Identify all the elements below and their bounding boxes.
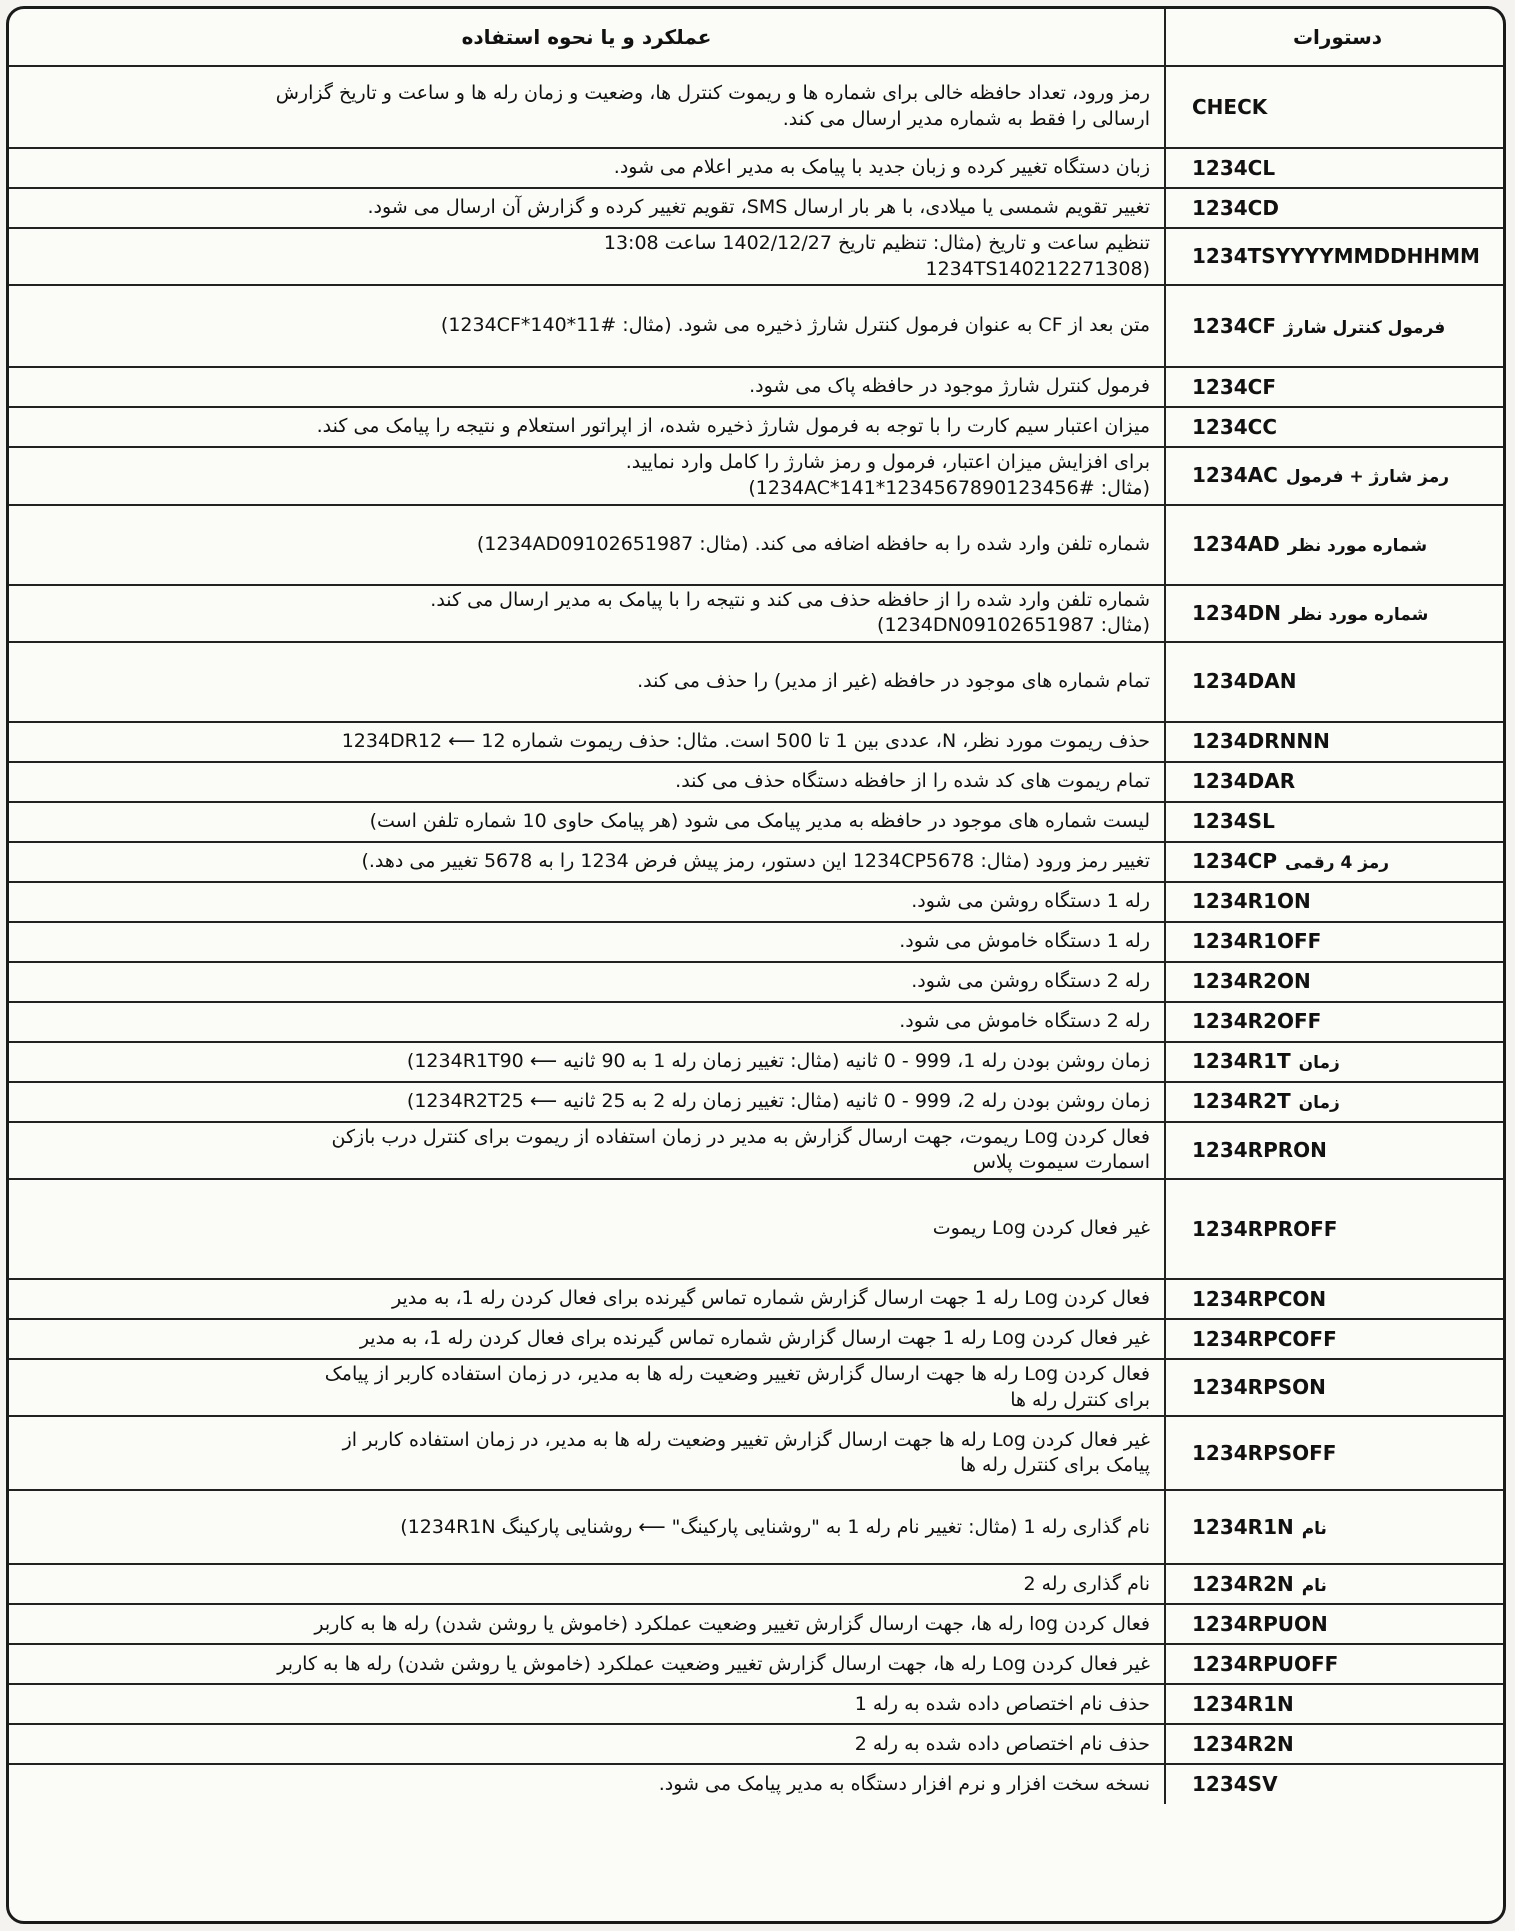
header-description: عملکرد و یا نحوه استفاده (9, 9, 1165, 66)
description-line: تغییر تقویم شمسی یا میلادی، با هر بار ارسال SMS، تقویم تغییر کرده و گزارش آن ارسال می شود. (367, 196, 1150, 219)
row-description (9, 882, 1165, 922)
command-parameter: زمان (1298, 1053, 1340, 1074)
description-line: برای افزایش میزان اعتبار، فرمول و رمز شارژ را کامل وارد نمایید. (625, 451, 1150, 474)
row-description (9, 1042, 1165, 1082)
row-description (9, 1416, 1165, 1490)
row-description (9, 285, 1165, 367)
row-command (1165, 1042, 1506, 1082)
row-description (9, 1319, 1165, 1359)
description-line: غیر فعال کردن Log رله ها، جهت ارسال گزارش تغییر وضعیت عملکرد (خاموش یا روشن شدن) رله ها به کاربر (277, 1652, 1150, 1675)
row-description (9, 505, 1165, 585)
table-row (9, 1279, 1506, 1319)
table-row (9, 962, 1506, 1002)
table-row (9, 1724, 1506, 1764)
description-line: فعال کردن Log رله ها جهت ارسال گزارش تغییر وضعیت رله ها به مدیر، در زمان استفاده کاربر از پیامک (324, 1363, 1150, 1386)
description-line: شماره تلفن وارد شده را به حافظه اضافه می کند. (مثال: 1234AD09102651987) (476, 532, 1150, 555)
row-command (1165, 1319, 1506, 1359)
row-command (1165, 285, 1506, 367)
command-code: 1234RPCOFF (1192, 1326, 1337, 1351)
row-description (9, 1764, 1165, 1804)
command-code: 1234R2OFF (1192, 1009, 1322, 1034)
row-command (1165, 1564, 1506, 1604)
row-command (1165, 1359, 1506, 1416)
description-line: نام گذاری رله 2 (1023, 1572, 1150, 1595)
table-row (9, 882, 1506, 922)
row-command (1165, 642, 1506, 722)
command-code: 1234AC (1192, 463, 1278, 488)
description-line: ارسالی را فقط به شماره مدیر ارسال می کند. (782, 108, 1150, 130)
row-command (1165, 585, 1506, 642)
command-code: 1234RPUON (1192, 1611, 1328, 1636)
table-row (9, 1644, 1506, 1684)
description-line: میزان اعتبار سیم کارت را با توجه به فرمول شارژ ذخیره شده، از اپراتور استعلام و نتیجه را پیامک می کند. (316, 415, 1150, 438)
command-parameter: زمان (1298, 1093, 1340, 1114)
command-parameter: نام (1301, 1518, 1327, 1539)
row-description (9, 1279, 1165, 1319)
table-row (9, 447, 1506, 504)
description-line: غیر فعال کردن Log رله ها جهت ارسال گزارش تغییر وضعیت رله ها به مدیر، در زمان استفاده کاربر از (342, 1428, 1150, 1451)
command-code: 1234RPSON (1192, 1375, 1326, 1400)
row-description (9, 1002, 1165, 1042)
row-command (1165, 1684, 1506, 1724)
command-code: 1234R1ON (1192, 889, 1311, 914)
description-line: تغییر رمز ورود (مثال: 1234CP5678 این دستور، رمز پیش فرض 1234 را به 5678 تغییر می دهد.) (361, 850, 1150, 873)
table-row (9, 762, 1506, 802)
command-code: 1234SV (1192, 1772, 1278, 1797)
description-line: نسخه سخت افزار و نرم افزار دستگاه به مدیر پیامک می شود. (658, 1773, 1150, 1796)
description-line: رمز ورود، تعداد حافظه خالی برای شماره ها و ریموت کنترل ها، وضعیت و زمان رله ها و ساعت و تاریخ گزارش (275, 82, 1150, 105)
command-code: 1234RPROFF (1192, 1216, 1338, 1241)
row-description (9, 1179, 1165, 1279)
table-row (9, 1082, 1506, 1122)
row-command (1165, 505, 1506, 585)
header-commands: دستورات (1165, 9, 1506, 66)
row-command (1165, 66, 1506, 148)
description-line: تمام ریموت های کد شده را از حافظه دستگاه حذف می کند. (675, 770, 1150, 793)
row-command (1165, 407, 1506, 447)
command-parameter: رمز شارژ + فرمول (1285, 467, 1450, 488)
row-command (1165, 962, 1506, 1002)
command-code: 1234DRNNN (1192, 729, 1330, 754)
table-row (9, 922, 1506, 962)
command-code: 1234R2ON (1192, 969, 1311, 994)
command-code: 1234R1OFF (1192, 929, 1322, 954)
description-line: غیر فعال کردن Log ریموت (932, 1217, 1150, 1240)
row-description (9, 148, 1165, 188)
row-description (9, 1684, 1165, 1724)
row-command (1165, 842, 1506, 882)
table-row (9, 1764, 1506, 1804)
table-row (9, 188, 1506, 228)
table-row (9, 1564, 1506, 1604)
description-line: زمان روشن بودن رله 1، 999 - 0 ثانیه (مثال: تغییر زمان رله 1 به 90 ثانیه ⟵ 1234R1T90) (406, 1050, 1150, 1073)
description-line: نام گذاری رله 1 (مثال: تغییر نام رله 1 به "روشنایی پارکینگ" ⟵ روشنایی پارکینگ 1234R1N) (400, 1515, 1150, 1538)
table-row (9, 407, 1506, 447)
description-line: زبان دستگاه تغییر کرده و زبان جدید با پیامک به مدیر اعلام می شود. (613, 156, 1150, 179)
command-code: 1234R1N (1192, 1691, 1294, 1716)
command-code: 1234R2T (1192, 1089, 1291, 1114)
table-row (9, 722, 1506, 762)
row-description (9, 367, 1165, 407)
command-parameter: شماره مورد نظر (1289, 604, 1429, 625)
row-command (1165, 922, 1506, 962)
row-command (1165, 1122, 1506, 1179)
command-code: 1234CD (1192, 195, 1279, 220)
command-code: 1234R2N (1192, 1571, 1294, 1596)
description-line: اسمارت سیموت پلاس (972, 1151, 1150, 1174)
description-line: لیست شماره های موجود در حافظه به مدیر پیامک می شود (هر پیامک حاوی 10 شماره تلفن است) (369, 810, 1150, 833)
table-row (9, 1604, 1506, 1644)
row-description (9, 722, 1165, 762)
description-line: رله 1 دستگاه خاموش می شود. (899, 930, 1150, 953)
row-description (9, 1082, 1165, 1122)
table-row (9, 1319, 1506, 1359)
table-row (9, 842, 1506, 882)
command-code: 1234R1T (1192, 1049, 1291, 1074)
command-parameter: رمز 4 رقمی (1285, 853, 1390, 874)
table-body (9, 66, 1506, 1804)
command-code: CHECK (1192, 94, 1268, 119)
description-line: رله 2 دستگاه روشن می شود. (911, 970, 1150, 993)
description-line: فعال کردن Log ریموت، جهت ارسال گزارش به مدیر در زمان استفاده از ریموت برای کنترل درب بازکن (331, 1125, 1150, 1148)
description-line: حذف نام اختصاص داده شده به رله 1 (854, 1692, 1150, 1715)
description-line: متن بعد از CF به عنوان فرمول کنترل شارژ ذخیره می شود. (مثال: #11*140*1234CF) (440, 314, 1150, 337)
row-command (1165, 1279, 1506, 1319)
row-command (1165, 1764, 1506, 1804)
command-parameter: شماره مورد نظر (1287, 536, 1428, 557)
row-description (9, 1644, 1165, 1684)
command-parameter: نام (1301, 1575, 1327, 1596)
description-line: (مثال: #1234AC*141*1234567890123456) (748, 476, 1150, 499)
row-description (9, 1724, 1165, 1764)
command-code: 1234CF (1192, 313, 1277, 338)
row-command (1165, 802, 1506, 842)
table-row (9, 1416, 1506, 1490)
description-line: فعال کردن Log رله 1 جهت ارسال گزارش شماره تماس گیرنده برای فعال کردن رله 1، به مدیر (392, 1287, 1150, 1310)
row-command (1165, 762, 1506, 802)
row-description (9, 802, 1165, 842)
description-line: فعال کردن log رله ها، جهت ارسال گزارش تغییر وضعیت عملکرد (خاموش یا روشن شدن) رله ها به کاربر (314, 1612, 1150, 1635)
description-line: حذف نام اختصاص داده شده به رله 2 (854, 1732, 1150, 1755)
row-command (1165, 1002, 1506, 1042)
description-line: رله 1 دستگاه روشن می شود. (911, 890, 1150, 913)
command-code: 1234CF (1192, 374, 1277, 399)
row-description (9, 228, 1165, 285)
row-command (1165, 1082, 1506, 1122)
description-line: (1234TS140212271308 (925, 257, 1150, 280)
row-description (9, 1122, 1165, 1179)
command-code: 1234DAN (1192, 669, 1297, 694)
command-code: 1234DAR (1192, 769, 1296, 794)
command-table-sheet (6, 6, 1506, 1924)
table-row (9, 1684, 1506, 1724)
row-description (9, 1604, 1165, 1644)
table-row (9, 642, 1506, 722)
row-command (1165, 1604, 1506, 1644)
table-row (9, 585, 1506, 642)
command-code: 1234DN (1192, 600, 1282, 625)
row-command (1165, 1724, 1506, 1764)
table-row (9, 1042, 1506, 1082)
command-code: 1234CC (1192, 414, 1278, 439)
description-line: تنظیم ساعت و تاریخ (مثال: تنظیم تاریخ 1402/12/27 ساعت 13:08 (603, 232, 1150, 254)
description-line: تمام شماره های موجود در حافظه (غیر از مدیر) را حذف می کند. (637, 670, 1150, 693)
table-row (9, 505, 1506, 585)
row-command (1165, 1490, 1506, 1564)
command-code: 1234RPSOFF (1192, 1440, 1337, 1465)
description-line: برای کنترل رله ها (1010, 1388, 1150, 1411)
table-row (9, 66, 1506, 148)
command-code: 1234RPCON (1192, 1286, 1327, 1311)
table-row (9, 1490, 1506, 1564)
description-line: زمان روشن بودن رله 2، 999 - 0 ثانیه (مثال: تغییر زمان رله 2 به 25 ثانیه ⟵ 1234R2T25) (406, 1090, 1150, 1113)
row-command (1165, 188, 1506, 228)
description-line: رله 2 دستگاه خاموش می شود. (899, 1010, 1150, 1033)
row-description (9, 922, 1165, 962)
command-code: 1234RPRON (1192, 1137, 1327, 1162)
row-command (1165, 228, 1506, 285)
command-parameter: فرمول کنترل شارژ (1284, 317, 1446, 338)
description-line: حذف ریموت مورد نظر، N، عددی بین 1 تا 500 است. مثال: حذف ریموت شماره 12 ⟵ 1234DR12 (341, 730, 1150, 753)
row-command (1165, 367, 1506, 407)
row-description (9, 642, 1165, 722)
row-command (1165, 1644, 1506, 1684)
description-line: شماره تلفن وارد شده را از حافظه حذف می کند و نتیجه را با پیامک به مدیر ارسال می کند. (430, 588, 1150, 611)
row-description (9, 842, 1165, 882)
description-line: فرمول کنترل شارژ موجود در حافظه پاک می شود. (749, 375, 1150, 398)
command-table (9, 9, 1506, 1804)
table-row (9, 802, 1506, 842)
command-code: 1234CP (1192, 849, 1277, 874)
table-row (9, 367, 1506, 407)
table-row (9, 1002, 1506, 1042)
description-line: (مثال: 1234DN09102651987) (877, 614, 1150, 637)
description-line: غیر فعال کردن Log رله 1 جهت ارسال گزارش شماره تماس گیرنده برای فعال کردن رله 1، به مدیر (359, 1327, 1150, 1350)
row-description (9, 66, 1165, 148)
row-command (1165, 882, 1506, 922)
table-row (9, 148, 1506, 188)
description-line: پیامک برای کنترل رله ها (960, 1454, 1150, 1477)
table-row (9, 1179, 1506, 1279)
table-row (9, 1359, 1506, 1416)
command-code: 1234AD (1192, 532, 1280, 557)
row-description (9, 407, 1165, 447)
command-code: 1234TSYYYYMMDDHHMM (1192, 244, 1480, 269)
row-command (1165, 1179, 1506, 1279)
row-description (9, 188, 1165, 228)
table-row (9, 228, 1506, 285)
command-code: 1234RPUOFF (1192, 1651, 1339, 1676)
command-code: 1234R1N (1192, 1514, 1294, 1539)
table-row (9, 1122, 1506, 1179)
command-code: 1234CL (1192, 155, 1276, 180)
table-row (9, 285, 1506, 367)
row-description (9, 1359, 1165, 1416)
table-header-row (9, 9, 1506, 66)
row-description (9, 1564, 1165, 1604)
row-command (1165, 447, 1506, 504)
row-description (9, 962, 1165, 1002)
row-description (9, 447, 1165, 504)
row-description (9, 1490, 1165, 1564)
command-code: 1234R2N (1192, 1731, 1294, 1756)
row-command (1165, 1416, 1506, 1490)
row-command (1165, 148, 1506, 188)
row-description (9, 585, 1165, 642)
row-command (1165, 722, 1506, 762)
row-description (9, 762, 1165, 802)
command-code: 1234SL (1192, 809, 1275, 834)
